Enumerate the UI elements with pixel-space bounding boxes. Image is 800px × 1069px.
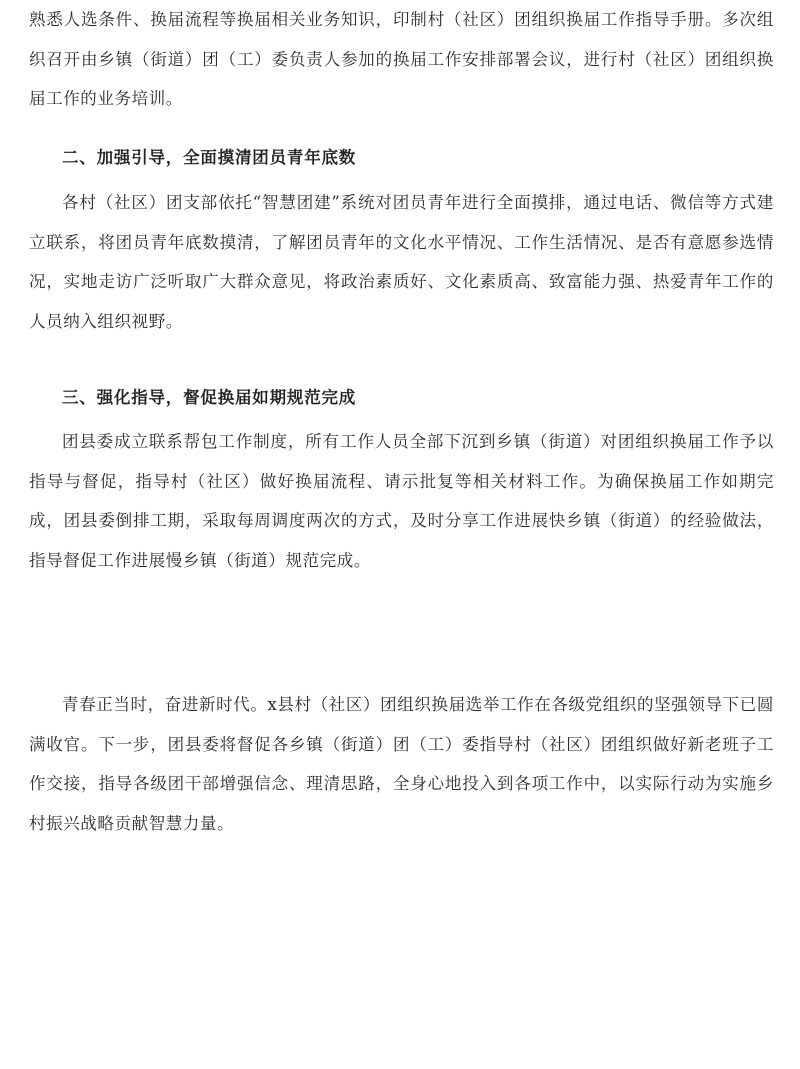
- paragraph-continued: 熟悉人选条件、换届流程等换届相关业务知识，印制村（社区）团组织换届工作指导手册。多次组织召开由乡镇（街道）团（工）委负责人参加的换届工作安排部署会议，进行村（社区）团组织换届工作的业务培训。: [29, 10, 774, 108]
- paragraph-conclusion: 青春正当时，奋进新时代。x县村（社区）团组织换届选举工作在各级党组织的坚强领导下已圆满收官。下一步，团县委将督促各乡镇（街道）团（工）委指导村（社区）团组织做好新老班子工作交接，指导各级团干部增强信念、理清思路，全身心地投入到各项工作中，以实际行动为实施乡村振兴战略贡献智慧力量。: [29, 695, 774, 833]
- section-heading-three: 三、强化指导，督促换届如期规范完成: [62, 388, 357, 407]
- paragraph-section-two: 各村（社区）团支部依托“智慧团建”系统对团员青年进行全面摸排，通过电话、微信等方式建立联系，将团员青年底数摸清，了解团员青年的文化水平情况、工作生活情况、是否有意愿参选情况，实地走访广泛听取广大群众意见，将政治素质好、文化素质高、致富能力强、热爱青年工作的人员纳入组织视野。: [29, 193, 774, 331]
- section-heading-two: 二、加强引导，全面摸清团员青年底数: [62, 148, 357, 167]
- paragraph-section-three: 团县委成立联系帮包工作制度，所有工作人员全部下沉到乡镇（街道）对团组织换届工作予以指导与督促，指导村（社区）做好换届流程、请示批复等相关材料工作。为确保换届工作如期完成，团县委倒排工期，采取每周调度两次的方式，及时分享工作进展快乡镇（街道）的经验做法，指导督促工作进展慢乡镇（街道）规范完成。: [29, 432, 774, 570]
